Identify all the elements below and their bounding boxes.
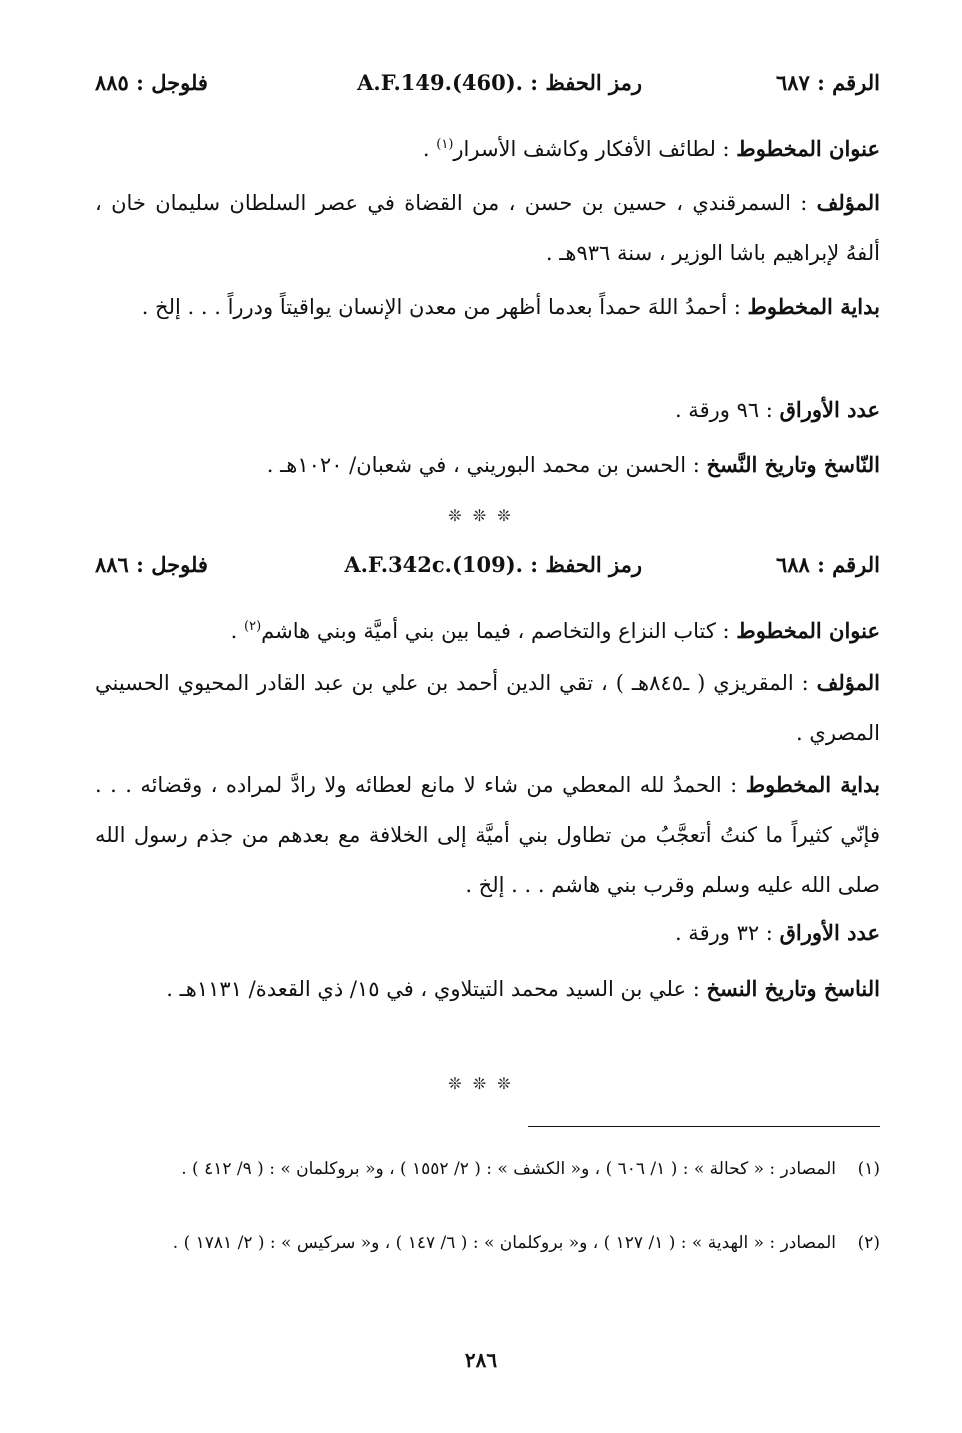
section-separator: ❊ ❊ ❊ (448, 1074, 514, 1093)
folio-count (95, 908, 880, 958)
folios-label: عدد الأوراق (779, 920, 880, 945)
shelfmark: رمز الحفظ : .A.F.149.(460) (357, 70, 642, 95)
author-label: المؤلف (816, 670, 881, 695)
footnote-number: (٢) (857, 1233, 880, 1253)
folios-text: : ٩٦ ورقة . (674, 398, 780, 422)
footnote-ref: (٢) (244, 619, 262, 634)
author-label: المؤلف (816, 190, 880, 215)
author (95, 658, 880, 758)
author-text: : المقريزي ( ـ٨٤٥هـ ) ، تقي الدين أحمد بن علي بن عبد القادر المحيوي الحسيني المصري . (95, 671, 880, 745)
copyist (95, 440, 880, 490)
entry-number: الرقم : ٦٨٧ (775, 70, 880, 95)
footnote-text: المصادر : « الهدية » : ( ١/ ١٢٧ ) ، و« بروكلمان » : ( ٦/ ١٤٧ ) ، و« سركيس » : ( ٢/ ١٧٨١ ) . (172, 1233, 836, 1253)
incipit-text: : أحمدُ اللهَ حمداً بعدما أظهر من معدن الإنسان يواقيتاً ودرراً . . . إلخ . (141, 295, 748, 319)
title-end: . (422, 137, 437, 161)
author (95, 178, 880, 278)
incipit (95, 760, 880, 910)
folio-count (95, 385, 880, 435)
footnote (95, 1152, 880, 1186)
entry-header (95, 70, 880, 110)
manuscript-title (95, 120, 880, 174)
title-label: عنوان المخطوط (736, 136, 880, 161)
copyist-text: : علي بن السيد محمد التيتلاوي ، في ١٥/ ذي القعدة/ ١١٣١هـ . (166, 977, 707, 1001)
incipit (95, 282, 880, 332)
copyist (95, 964, 880, 1014)
fluegel-number: فلوجل : ٨٨٥ (95, 70, 208, 95)
footnote (95, 1226, 880, 1260)
footnote-ref: (١) (436, 137, 454, 152)
title-text: : لطائف الأفكار وكاشف الأسرار (453, 137, 737, 161)
entry-number: الرقم : ٦٨٨ (775, 552, 880, 577)
incipit-text: : الحمدُ لله المعطي من شاء لا مانع لعطائه ولا رادَّ لمراده ، وقضائه . . . فإنّي كثيراً ما كنتُ أتعجَّبُ من تطاول بني أميَّة إلى الخلافة مع بعدهم من جذم رسول الله صلى الله عليه وسلم وقرب بني هاشم . . . إلخ . (95, 773, 880, 897)
folios-text: : ٣٢ ورقة . (674, 921, 780, 945)
footnote-number: (١) (857, 1159, 880, 1179)
copyist-label: النّاسخ وتاريخ النَّسخ (706, 452, 880, 477)
shelfmark: رمز الحفظ : .A.F.342c.(109) (344, 552, 642, 577)
footnote-text: المصادر : « كحالة » : ( ١/ ٦٠٦ ) ، و« الكشف » : ( ٢/ ١٥٥٢ ) ، و« بروكلمان » : ( ٩/ ٤١٢ ) . (181, 1159, 836, 1179)
copyist-text: : الحسن بن محمد البوريني ، في شعبان/ ١٠٢٠هـ . (266, 453, 707, 477)
manuscript-title (95, 602, 880, 656)
title-label: عنوان المخطوط (736, 618, 880, 643)
title-end: . (230, 619, 245, 643)
footnote-rule (528, 1126, 880, 1127)
title-text: : كتاب النزاع والتخاصم ، فيما بين بني أميَّة وبني هاشم (261, 619, 737, 643)
entry-header (95, 552, 880, 592)
incipit-label: بداية المخطوط (745, 772, 881, 797)
section-separator: ❊ ❊ ❊ (448, 506, 514, 525)
incipit-label: بداية المخطوط (747, 294, 880, 319)
fluegel-number: فلوجل : ٨٨٦ (95, 552, 208, 577)
author-text: : السمرقندي ، حسين بن حسن ، من القضاة في عصر السلطان سليمان خان ، ألفهُ لإبراهيم باشا الوزير ، سنة ٩٣٦هـ . (95, 191, 880, 265)
copyist-label: الناسخ وتاريخ النسخ (706, 976, 880, 1001)
folios-label: عدد الأوراق (779, 397, 880, 422)
page-number: ٢٨٦ (464, 1348, 498, 1372)
